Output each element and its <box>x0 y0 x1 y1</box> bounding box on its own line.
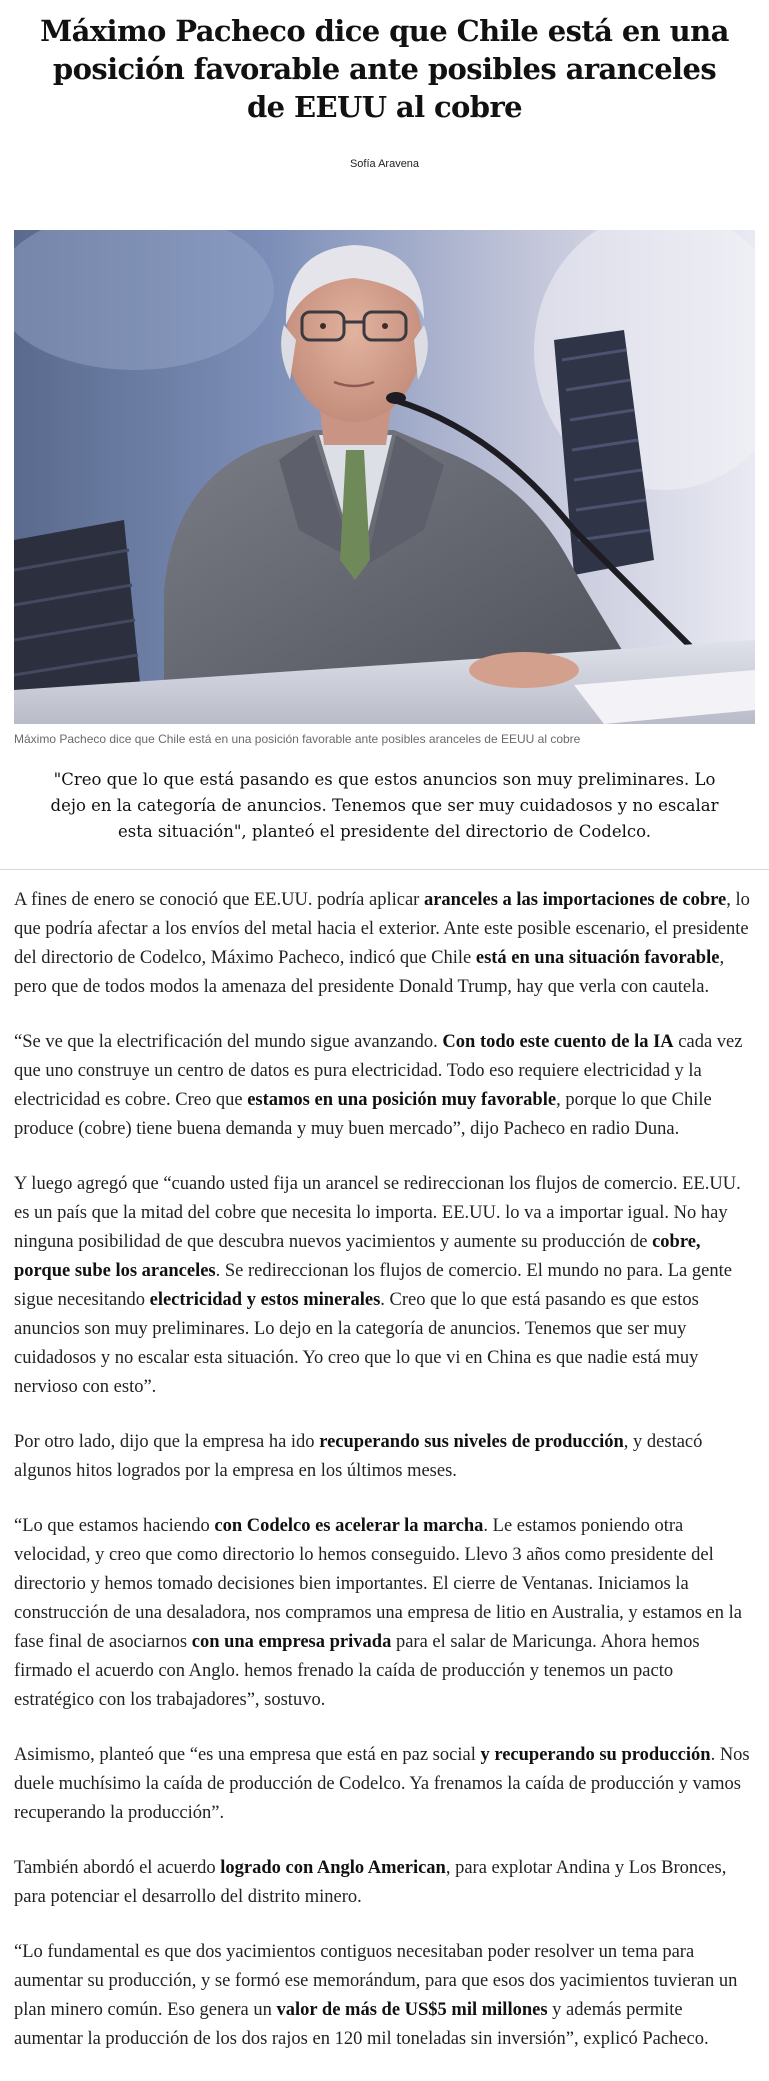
text-segment: , y destacó algunos hitos logrados por la empresa en los últimos meses. <box>14 1432 703 1481</box>
article-paragraph <box>14 1170 755 1402</box>
pull-quote: "Creo que lo que está pasando es que estos anuncios son muy preliminares. Lo dejo en la categoría de anuncios. Tenemos que ser muy cuidadosos y no escalar esta situación", planteó el presidente del directorio de Codelco. <box>50 770 719 841</box>
article-paragraph <box>14 1938 755 2054</box>
author-byline[interactable]: Sofía Aravena <box>349 158 420 170</box>
bold-text: electricidad y estos minerales <box>149 1290 381 1310</box>
article-paragraph <box>14 1512 755 1715</box>
text-segment: . Nos duele muchísimo la caída de producción de Codelco. Ya frenamos la caída de producción y vamos recuperando la producción”. <box>14 1745 750 1823</box>
article-paragraph <box>14 1428 755 1486</box>
article-body <box>0 878 769 2054</box>
bold-text: cobre, porque sube los aranceles <box>14 1232 701 1281</box>
text-segment: cada vez que uno construye un centro de datos es pura electricidad. Todo eso requiere electricidad y la electricidad es cobre. Creo que <box>14 1032 743 1110</box>
text-segment: Por otro lado, dijo que la empresa ha ido <box>14 1432 320 1452</box>
text-segment: , porque lo que Chile produce (cobre) tiene buena demanda y muy buen mercado”, dijo Pacheco en radio Duna. <box>14 1090 712 1139</box>
bold-text: aranceles a las importaciones de cobre <box>423 890 727 910</box>
text-segment: y además permite aumentar la producción de los dos rajos en 120 mil toneladas sin inversión”, explicó Pacheco. <box>14 2000 709 2049</box>
bold-text: estamos en una posición muy favorable <box>247 1090 557 1110</box>
bold-text: con Codelco es acelerar la marcha <box>214 1516 484 1536</box>
text-segment: . Creo que lo que está pasando es que estos anuncios son muy preliminares. Lo dejo en la categoría de anuncios. Tenemos que ser muy cuidadosos y no escalar esta situación. Yo creo que lo que vi en China es que nadie está muy nervioso con esto”. <box>14 1290 699 1397</box>
text-segment: “Lo fundamental es que dos yacimientos contiguos necesitaban poder resolver un tema para aumentar su producción, y se formó ese memorándum, para que esos dos yacimientos tuvieran un plan minero común. Eso genera un <box>14 1942 738 2020</box>
text-segment: para el salar de Maricunga. Ahora hemos firmado el acuerdo con Anglo. hemos frenado la caída de producción y tenemos un pacto estratégico con los trabajadores”, sostuvo. <box>14 1632 700 1710</box>
photo-illustration <box>14 230 755 724</box>
text-segment: , para explotar Andina y Los Bronces, para potenciar el desarrollo del distrito minero. <box>14 1858 727 1907</box>
text-segment: Asimismo, planteó que “es una empresa que está en paz social <box>14 1745 481 1765</box>
text-segment: “Se ve que la electrificación del mundo sigue avanzando. <box>14 1032 443 1052</box>
bold-text: Con todo este cuento de la IA <box>442 1032 674 1052</box>
text-segment: A fines de enero se conoció que EE.UU. podría aplicar <box>14 890 424 910</box>
text-segment: , lo que podría afectar a los envíos del metal hacia el exterior. Ante este posible escenario, el presidente del directorio de Codelco, Máximo Pacheco, indicó que Chile <box>14 890 750 968</box>
photo-caption: Máximo Pacheco dice que Chile está en una posición favorable ante posibles aranceles de EEUU al cobre <box>14 732 581 746</box>
bold-text: logrado con Anglo American <box>220 1858 446 1878</box>
article-photo <box>14 230 755 724</box>
text-segment: “Lo que estamos haciendo <box>14 1516 215 1536</box>
divider <box>0 869 769 870</box>
text-segment: . Le estamos poniendo otra velocidad, y creo que como directorio lo hemos conseguido. Llevo 3 años como presidente del directorio y hemos tomado decisiones bien importantes. El cierre de Ventanas. Iniciamos la construcción de una desaladora, nos compramos una empresa de litio en Australia, y estamos en la fase final de asociarnos <box>14 1516 742 1652</box>
article-paragraph <box>14 1741 755 1828</box>
bold-text: con una empresa privada <box>191 1632 392 1652</box>
bold-text: está en una situación favorable <box>475 948 720 968</box>
text-segment: , pero que de todos modos la amenaza del presidente Donald Trump, hay que verla con cautela. <box>14 948 725 997</box>
text-segment: También abordó el acuerdo <box>14 1858 221 1878</box>
article-paragraph <box>14 886 755 1002</box>
bold-text: y recuperando su producción <box>480 1745 711 1765</box>
text-segment: Y luego agregó que “cuando usted fija un arancel se redireccionan los flujos de comercio. EE.UU. es un país que la mitad del cobre que necesita lo importa. EE.UU. lo va a importar igual. No hay ninguna posibilidad de que descubra nuevos yacimientos y aumente su producción de <box>14 1174 741 1252</box>
bold-text: recuperando sus niveles de producción <box>319 1432 624 1452</box>
article-paragraph <box>14 1028 755 1144</box>
text-segment: . Se redireccionan los flujos de comercio. El mundo no para. La gente sigue necesitando <box>14 1261 732 1310</box>
bold-text: valor de más de US$5 mil millones <box>276 2000 548 2020</box>
article-headline: Máximo Pacheco dice que Chile está en una posición favorable ante posibles aranceles de EEUU al cobre <box>40 14 729 124</box>
article-paragraph <box>14 1854 755 1912</box>
